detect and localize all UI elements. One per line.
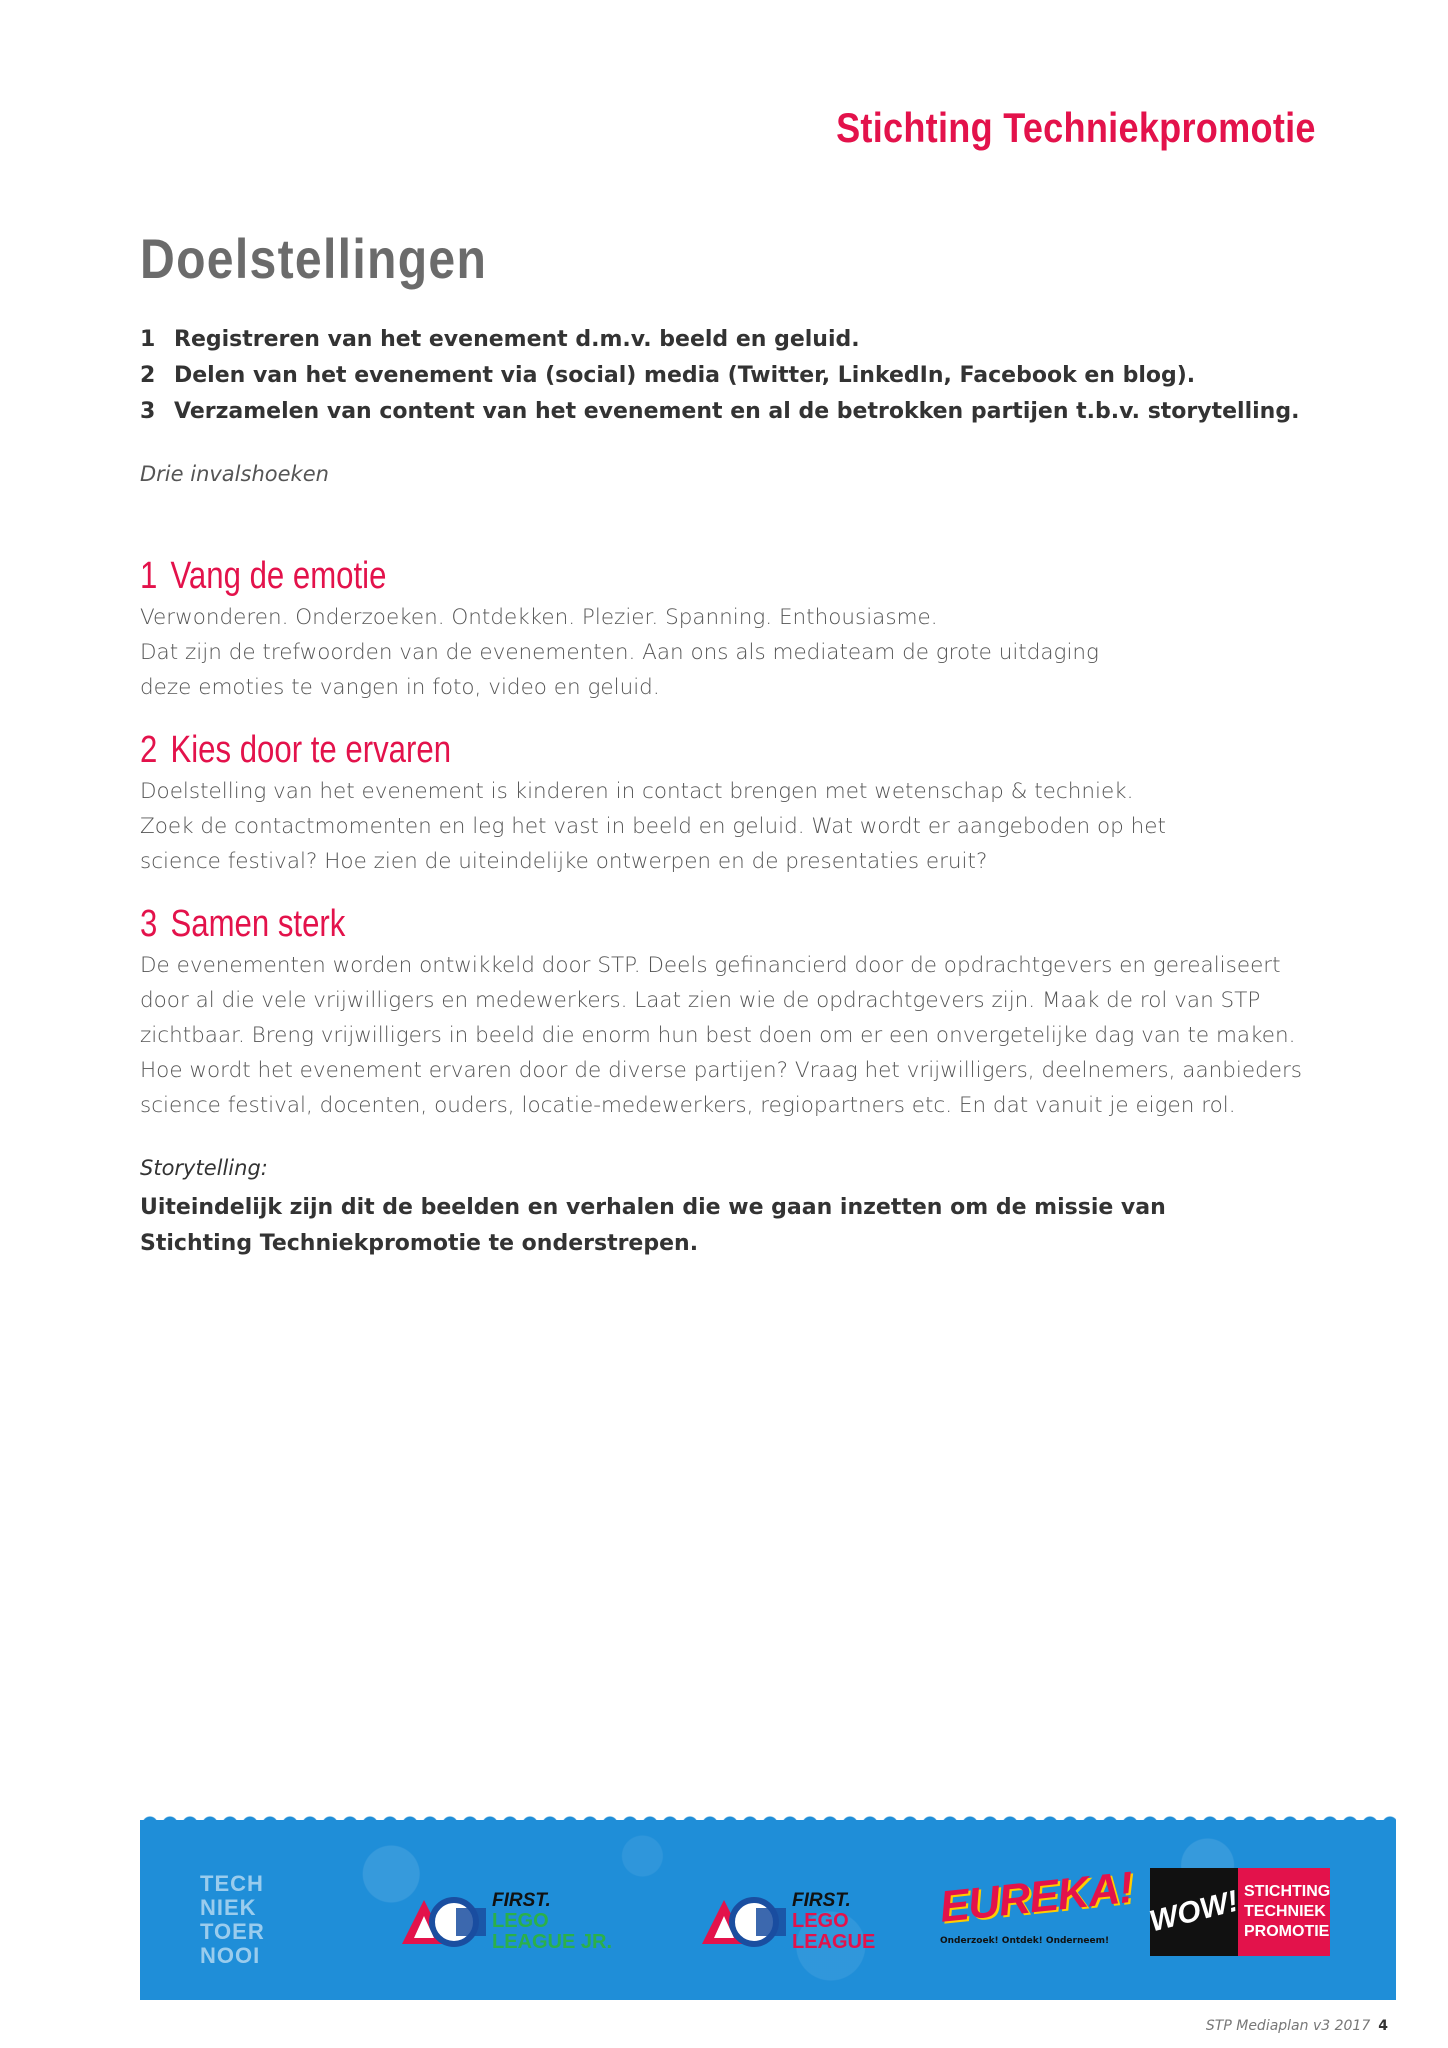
eureka-cup-logo [937, 1862, 1135, 1946]
eureka-word: EUREKA! [937, 1862, 1135, 1932]
logo-text: TOER [200, 1919, 265, 1944]
section-heading [140, 552, 1124, 600]
section-number: 3 [140, 903, 158, 945]
logo-strip [140, 1820, 1396, 2000]
goal-item [140, 358, 1340, 394]
wow-badge-text: WOW! [1146, 1884, 1242, 1939]
first-lego-league-jr-logo [400, 1890, 612, 1953]
techniek-toernooi-logo [200, 1872, 290, 1968]
first-lego-league-logo [700, 1890, 875, 1953]
wow-badge [1146, 1868, 1242, 1956]
wow-line: PROMOTIE [1244, 1923, 1330, 1940]
wow-line: STICHTING [1244, 1883, 1331, 1900]
section-number: 1 [140, 555, 158, 597]
wow-stichting-techniekpromotie-logo [1146, 1868, 1331, 1956]
goal-number: 3 [140, 399, 156, 424]
goals-list [140, 322, 1340, 430]
storytelling-text [140, 1190, 1340, 1262]
goal-item [140, 394, 1340, 430]
fll-jr-league: LEAGUE JR. [492, 1931, 613, 1953]
section-line: Hoe wordt het evenement ervaren door de diverse partijen? Vraag het vrijwilligers, deelnemers, aanbieders [140, 1058, 1303, 1083]
storytelling-line: Stichting Techniekpromotie te onderstrepen. [140, 1231, 699, 1256]
section-line: De evenementen worden ontwikkeld door STP. Deels gefinancierd door de opdrachtgevers en gerealiseert [140, 953, 1281, 978]
logo-text: NIEK [200, 1895, 257, 1920]
section-line: zichtbaar. Breng vrijwilligers in beeld die enorm hun best doen om er een onvergetelijke dag van te maken. [140, 1023, 1296, 1048]
section-vang-de-emotie [140, 552, 1340, 705]
goal-text: Delen van het evenement via (social) media (Twitter, LinkedIn, Facebook en blog). [174, 363, 1196, 388]
page-number: 4 [1378, 2018, 1388, 2034]
goal-text: Registreren van het evenement d.m.v. beeld en geluid. [174, 327, 860, 352]
eureka-tagline: Onderzoek! Ontdek! Onderneem! [940, 1936, 1110, 1946]
section-samen-sterk [140, 900, 1340, 1123]
section-line: deze emoties te vangen in foto, video en geluid. [140, 675, 660, 700]
section-line: Zoek de contactmomenten en leg het vast in beeld en geluid. Wat wordt er aangeboden op het [140, 814, 1166, 839]
section-line: Doelstelling van het evenement is kinderen in contact brengen met wetenschap & techniek. [140, 779, 1134, 804]
section-title: Samen sterk [170, 903, 346, 945]
section-number: 2 [140, 729, 158, 771]
fll-jr-lego: LEGO [492, 1910, 549, 1932]
section-kies-door-te-ervaren [140, 726, 1340, 879]
intro-note: Drie invalshoeken [140, 462, 329, 486]
fll-jr-mark-icon [400, 1894, 488, 1950]
section-body [140, 948, 1340, 1123]
page-footer [1206, 2018, 1388, 2034]
goal-item [140, 322, 1340, 358]
logo-text: NOOI [200, 1943, 261, 1968]
section-line: Verwonderen. Onderzoeken. Ontdekken. Plezier. Spanning. Enthousiasme. [140, 605, 938, 630]
section-body [140, 600, 1340, 705]
section-line: door al die vele vrijwilligers en medewerkers. Laat zien wie de opdrachtgevers zijn. Maak de rol van STP [140, 988, 1261, 1013]
section-title: Vang de emotie [170, 555, 387, 597]
logo-text: TECH [200, 1871, 264, 1896]
header-brand: Stichting Techniekpromotie [836, 104, 1316, 151]
fll-lego: LEGO [792, 1910, 849, 1932]
section-line: science festival? Hoe zien de uiteindelijke ontwerpen en de presentaties eruit? [140, 849, 988, 874]
wow-line: TECHNIEK [1244, 1903, 1326, 1920]
goal-number: 2 [140, 363, 156, 388]
section-body [140, 774, 1340, 879]
page-title: Doelstellingen [140, 227, 488, 290]
section-line: science festival, docenten, ouders, locatie-medewerkers, regiopartners etc. En dat vanuit je eigen rol. [140, 1093, 1236, 1118]
goal-text: Verzamelen van content van het evenement en al de betrokken partijen t.b.v. storytelling. [174, 399, 1300, 424]
storytelling-line: Uiteindelijk zijn dit de beelden en verhalen die we gaan inzetten om de missie van [140, 1195, 1166, 1220]
wow-org-name [1238, 1868, 1330, 1956]
goal-number: 1 [140, 327, 156, 352]
section-heading [140, 726, 1124, 774]
fll-first: FIRST. [792, 1890, 851, 1911]
fll-mark-icon [700, 1894, 788, 1950]
section-line: Dat zijn de trefwoorden van de evenementen. Aan ons als mediateam de grote uitdaging [140, 640, 1099, 665]
section-heading [140, 900, 1124, 948]
fll-league: LEAGUE [792, 1931, 876, 1953]
storytelling-label: Storytelling: [140, 1156, 268, 1180]
footer-doc-name: STP Mediaplan v3 2017 [1205, 2018, 1371, 2034]
section-title: Kies door te ervaren [170, 729, 452, 771]
fll-jr-first: FIRST. [492, 1890, 551, 1911]
